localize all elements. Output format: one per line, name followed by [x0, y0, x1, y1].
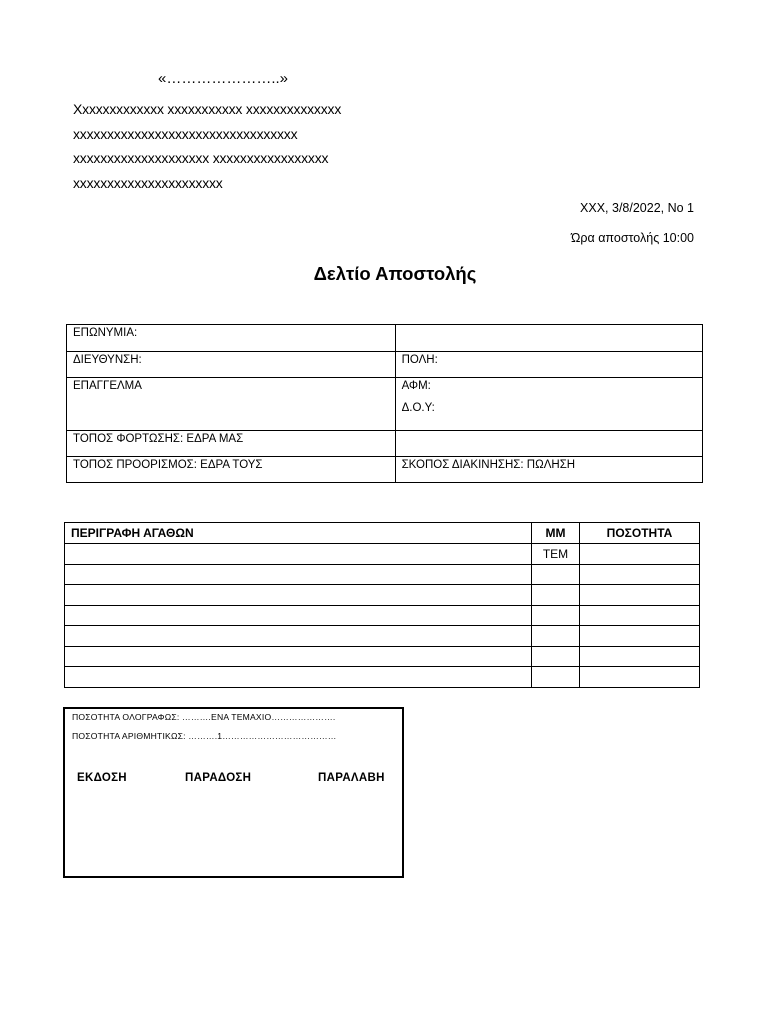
purpose-cell [395, 457, 702, 483]
description-cell [65, 626, 532, 647]
empty-cell [395, 431, 702, 457]
table-row [65, 544, 700, 565]
name-value-cell [395, 325, 702, 352]
address-label: ΔΙΕΥΘΥΝΣΗ: [73, 354, 142, 366]
city-cell [395, 352, 702, 378]
header-line-1: Χxxxxxxxxxxxx xxxxxxxxxxx xxxxxxxxxxxxxx [73, 101, 342, 117]
recipient-placeholder: «…………………..» [158, 70, 289, 87]
address-cell [67, 352, 396, 378]
unit-cell: ΤΕΜ [532, 544, 580, 565]
header-line-2: xxxxxxxxxxxxxxxxxxxxxxxxxxxxxxxxx [73, 125, 298, 142]
unit-cell [532, 605, 580, 626]
vat-label: ΑΦΜ: [401, 380, 431, 392]
quantity-cell [580, 585, 700, 606]
description-cell [65, 667, 532, 688]
quantity-cell [580, 564, 700, 585]
header-line-3: xxxxxxxxxxxxxxxxxxxx xxxxxxxxxxxxxxxxx [73, 150, 329, 166]
table-row [65, 605, 700, 626]
loading-place: ΤΟΠΟΣ ΦΟΡΤΩΣΗΣ: ΕΔΡΑ ΜΑΣ [73, 433, 244, 445]
description-cell [65, 605, 532, 626]
goods-header-quantity: ΠΟΣΟΤΗΤΑ [580, 523, 700, 544]
quantity-cell [580, 626, 700, 647]
profession-label: ΕΠΑΓΓΕΛΜΑ [73, 380, 142, 392]
recipient-info-table [66, 324, 703, 483]
tax-office-label: Δ.Ο.Υ: [401, 402, 435, 414]
delivery-signature-label: ΠΑΡΑΔΟΣΗ [185, 772, 252, 784]
unit-cell [532, 585, 580, 606]
quantity-cell [580, 544, 700, 565]
destination-cell [67, 457, 396, 483]
goods-header-unit: ΜΜ [532, 523, 580, 544]
quantity-cell [580, 667, 700, 688]
table-row [65, 585, 700, 606]
loading-place-cell [67, 431, 396, 457]
date-and-number: XXX, 3/8/2022, Νο 1 [580, 201, 694, 215]
movement-purpose: ΣΚΟΠΟΣ ΔΙΑΚΙΝΗΣΗΣ: ΠΩΛΗΣΗ [401, 459, 576, 471]
company-header [73, 97, 341, 195]
goods-header-description: ΠΕΡΙΓΡΑΦΗ ΑΓΑΘΩΝ [65, 523, 532, 544]
quantity-numeric: ΠΟΣΟΤΗΤΑ ΑΡΙΘΜΗΤΙΚΩΣ: ……….1………………………………… [72, 731, 337, 741]
goods-table [64, 522, 700, 688]
table-row [65, 564, 700, 585]
header-line-4: xxxxxxxxxxxxxxxxxxxxxx [73, 174, 223, 191]
dispatch-time: Ώρα αποστολής 10:00 [570, 231, 694, 245]
document-title: Δελτίο Αποστολής [313, 263, 477, 284]
quantity-cell [580, 646, 700, 667]
destination-place: ΤΟΠΟΣ ΠΡΟΟΡΙΣΜΟΣ: ΕΔΡΑ ΤΟΥΣ [73, 459, 263, 471]
quantity-in-words: ΠΟΣΟΤΗΤΑ ΟΛΟΓΡΑΦΩΣ: ……….ΕΝΑ ΤΕΜΑΧΙΟ…………………. [72, 712, 336, 722]
unit-cell [532, 564, 580, 585]
description-cell [65, 646, 532, 667]
summary-box [63, 707, 404, 878]
profession-cell [67, 378, 396, 431]
name-cell [67, 325, 396, 352]
unit-cell [532, 646, 580, 667]
city-label: ΠΟΛΗ: [401, 354, 438, 366]
quantity-cell [580, 605, 700, 626]
unit-cell [532, 667, 580, 688]
tax-cell [395, 378, 702, 431]
description-cell [65, 564, 532, 585]
table-row [65, 667, 700, 688]
description-cell [65, 585, 532, 606]
table-row [65, 626, 700, 647]
receipt-signature-label: ΠΑΡΑΛΑΒΗ [318, 772, 385, 784]
issue-signature-label: ΕΚΔΟΣΗ [77, 772, 127, 784]
unit-cell [532, 626, 580, 647]
name-label: ΕΠΩΝΥΜΙΑ: [73, 327, 138, 339]
table-row [65, 646, 700, 667]
description-cell [65, 544, 532, 565]
